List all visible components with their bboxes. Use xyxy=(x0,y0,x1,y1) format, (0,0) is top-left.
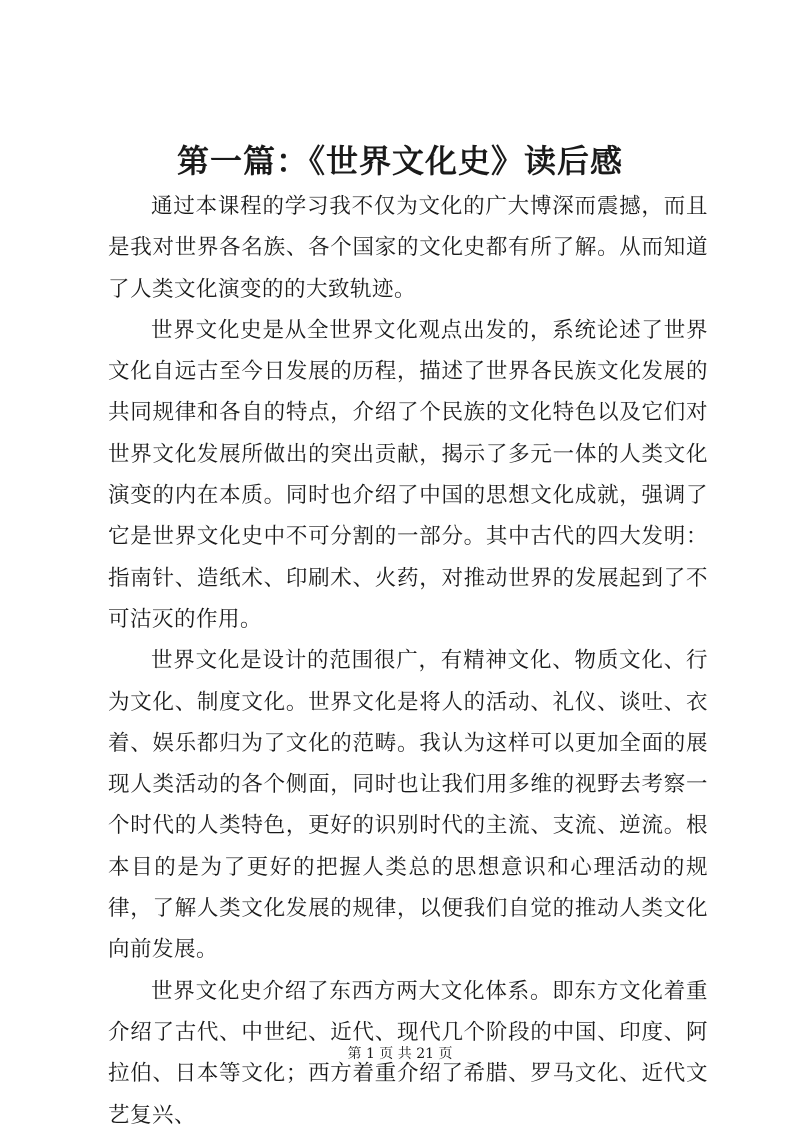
document-title: 第一篇：《世界文化史》读后感 xyxy=(176,142,623,180)
paragraph-4: 世界文化史介绍了东西方两大文化体系。即东方文化着重介绍了古代、中世纪、近代、现代几个阶段的中国、印度、阿拉伯、日本等文化；西方着重介绍了希腊、罗马文化、近代文艺复兴、 xyxy=(108,978,708,1128)
paragraph-3: 世界文化是设计的范围很广，有精神文化、物质文化、行为文化、制度文化。世界文化是将人的活动、礼仪、谈吐、衣着、娱乐都归为了文化的范畴。我认为这样可以更加全面的展现人类活动的各个侧面，同时也让我们用多维的视野去考察一个时代的人类特色，更好的识别时代的主流、支流、逆流。根本目的是为了更好的把握人类总的思想意识和心理活动的规律，了解人类文化发展的规律，以便我们自觉的推动人类文化向前发展。 xyxy=(108,648,708,963)
document-body xyxy=(108,186,708,1136)
paragraph-2: 世界文化史是从全世界文化观点出发的，系统论述了世界文化自远古至今日发展的历程，描述了世界各民族文化发展的共同规律和各自的特点，介绍了个民族的文化特色以及它们对世界文化发展所做出的突出贡献，揭示了多元一体的人类文化演变的内在本质。同时也介绍了中国的思想文化成就，强调了它是世界文化史中不可分割的一部分。其中古代的四大发明：指南针、造纸术、印刷术、火药，对推动世界的发展起到了不可沽灭的作用。 xyxy=(108,317,708,632)
page-footer: 第 1 页 共 21 页 xyxy=(347,1046,453,1062)
paragraph-1: 通过本课程的学习我不仅为文化的广大博深而震撼，而且是我对世界各名族、各个国家的文化史都有所了解。从而知道了人类文化演变的的大致轨迹。 xyxy=(108,194,708,302)
